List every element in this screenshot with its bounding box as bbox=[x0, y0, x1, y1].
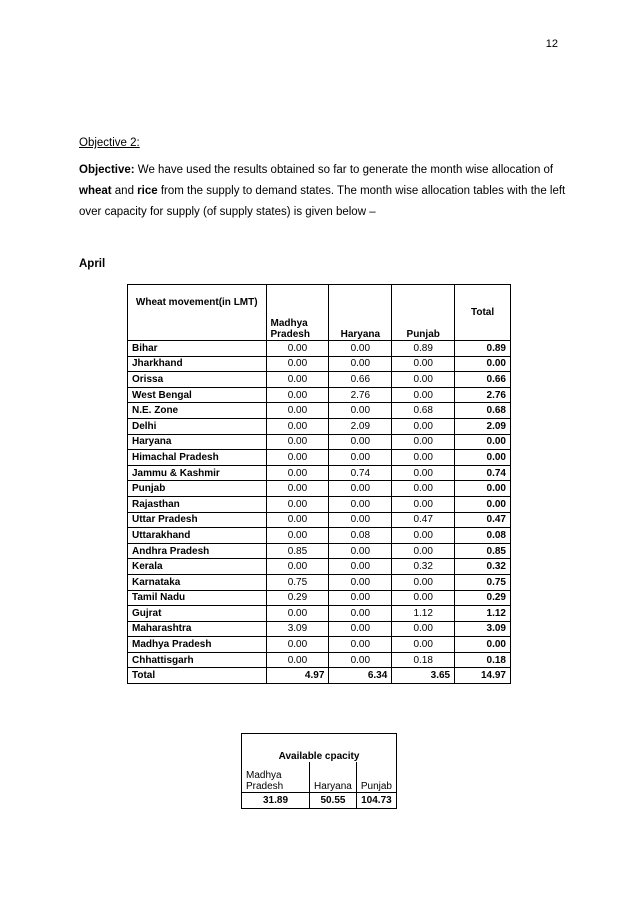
state-name: Punjab bbox=[128, 481, 267, 497]
available-columns-row bbox=[242, 762, 397, 793]
state-name: Delhi bbox=[128, 418, 267, 434]
punjab-value: 0.32 bbox=[392, 559, 455, 575]
haryana-value: 2.76 bbox=[329, 387, 392, 403]
haryana-value: 0.00 bbox=[329, 621, 392, 637]
col-header-madhya-pradesh: Madhya Pradesh bbox=[266, 285, 329, 341]
row-total-value: 0.00 bbox=[455, 637, 511, 653]
haryana-value: 0.00 bbox=[329, 606, 392, 622]
madhya-pradesh-value: 0.00 bbox=[266, 465, 329, 481]
punjab-value: 1.12 bbox=[392, 606, 455, 622]
table-title: Wheat movement(in LMT) bbox=[128, 285, 267, 341]
state-name: Chhattisgarh bbox=[128, 652, 267, 668]
state-name: Kerala bbox=[128, 559, 267, 575]
available-title: Available cpacity bbox=[242, 734, 397, 762]
haryana-value: 0.00 bbox=[329, 450, 392, 466]
rice-word: rice bbox=[137, 185, 158, 197]
row-total-value: 0.68 bbox=[455, 403, 511, 419]
table-row bbox=[128, 465, 511, 481]
madhya-pradesh-value: 0.00 bbox=[266, 434, 329, 450]
available-header-row bbox=[242, 734, 397, 762]
haryana-value: 2.09 bbox=[329, 418, 392, 434]
haryana-value: 0.00 bbox=[329, 341, 392, 357]
row-total-value: 0.29 bbox=[455, 590, 511, 606]
madhya-pradesh-value: 0.00 bbox=[266, 652, 329, 668]
col-header-punjab: Punjab bbox=[392, 285, 455, 341]
punjab-value: 0.00 bbox=[392, 481, 455, 497]
table-row bbox=[128, 637, 511, 653]
punjab-value: 0.00 bbox=[392, 372, 455, 388]
table-row bbox=[128, 528, 511, 544]
punjab-value: 0.89 bbox=[392, 341, 455, 357]
haryana-value: 0.00 bbox=[329, 559, 392, 575]
punjab-value: 0.00 bbox=[392, 434, 455, 450]
madhya-pradesh-value: 3.09 bbox=[266, 621, 329, 637]
haryana-value: 0.00 bbox=[329, 543, 392, 559]
madhya-pradesh-value: 0.00 bbox=[266, 496, 329, 512]
table-header-row bbox=[128, 285, 511, 341]
para-text-3: from the supply to demand states. The month wise allocation tables with the left over capacity for supply (of supply states) is given below – bbox=[79, 185, 566, 218]
punjab-value: 0.00 bbox=[392, 418, 455, 434]
available-value-madhya-pradesh: 31.89 bbox=[242, 793, 310, 809]
table-row bbox=[128, 559, 511, 575]
state-name: Maharashtra bbox=[128, 621, 267, 637]
punjab-value: 0.18 bbox=[392, 652, 455, 668]
table-row bbox=[128, 387, 511, 403]
madhya-pradesh-value: 0.75 bbox=[266, 574, 329, 590]
punjab-value: 0.00 bbox=[392, 465, 455, 481]
table-row bbox=[128, 543, 511, 559]
haryana-value: 0.00 bbox=[329, 637, 392, 653]
punjab-value: 0.00 bbox=[392, 528, 455, 544]
row-total-value: 0.32 bbox=[455, 559, 511, 575]
table-row bbox=[128, 372, 511, 388]
row-total-value: 0.75 bbox=[455, 574, 511, 590]
available-col-punjab: Punjab bbox=[356, 762, 396, 793]
haryana-value: 0.00 bbox=[329, 590, 392, 606]
table-row bbox=[128, 418, 511, 434]
table-row bbox=[128, 606, 511, 622]
row-total-value: 2.09 bbox=[455, 418, 511, 434]
haryana-value: 0.00 bbox=[329, 652, 392, 668]
table-row bbox=[128, 574, 511, 590]
row-total-value: 0.00 bbox=[455, 450, 511, 466]
haryana-value: 0.00 bbox=[329, 496, 392, 512]
row-total-value: 0.47 bbox=[455, 512, 511, 528]
haryana-value: 0.74 bbox=[329, 465, 392, 481]
table-row bbox=[128, 481, 511, 497]
row-total-value: 0.08 bbox=[455, 528, 511, 544]
table-row bbox=[128, 512, 511, 528]
total-madhya-pradesh: 4.97 bbox=[266, 668, 329, 684]
madhya-pradesh-value: 0.00 bbox=[266, 481, 329, 497]
available-col-haryana: Haryana bbox=[310, 762, 357, 793]
haryana-value: 0.08 bbox=[329, 528, 392, 544]
punjab-value: 0.00 bbox=[392, 496, 455, 512]
punjab-value: 0.00 bbox=[392, 590, 455, 606]
grand-total: 14.97 bbox=[455, 668, 511, 684]
table-row bbox=[128, 434, 511, 450]
madhya-pradesh-value: 0.00 bbox=[266, 372, 329, 388]
para-text-1: We have used the results obtained so far to generate the month wise allocation of bbox=[134, 164, 554, 176]
row-total-value: 0.74 bbox=[455, 465, 511, 481]
wheat-movement-table bbox=[127, 284, 511, 684]
haryana-value: 0.00 bbox=[329, 356, 392, 372]
row-total-value: 0.89 bbox=[455, 341, 511, 357]
objective-paragraph bbox=[79, 160, 569, 223]
row-total-value: 0.00 bbox=[455, 356, 511, 372]
haryana-value: 0.00 bbox=[329, 481, 392, 497]
available-value-punjab: 104.73 bbox=[356, 793, 396, 809]
col-header-total: Total bbox=[455, 285, 511, 341]
state-name: Jharkhand bbox=[128, 356, 267, 372]
punjab-value: 0.68 bbox=[392, 403, 455, 419]
state-name: Himachal Pradesh bbox=[128, 450, 267, 466]
madhya-pradesh-value: 0.85 bbox=[266, 543, 329, 559]
haryana-value: 0.00 bbox=[329, 403, 392, 419]
total-haryana: 6.34 bbox=[329, 668, 392, 684]
state-name: Madhya Pradesh bbox=[128, 637, 267, 653]
available-value-haryana: 50.55 bbox=[310, 793, 357, 809]
row-total-value: 0.00 bbox=[455, 496, 511, 512]
col-header-haryana: Haryana bbox=[329, 285, 392, 341]
month-heading: April bbox=[79, 258, 106, 270]
madhya-pradesh-value: 0.00 bbox=[266, 450, 329, 466]
table-row bbox=[128, 590, 511, 606]
table-row bbox=[128, 341, 511, 357]
punjab-value: 0.00 bbox=[392, 621, 455, 637]
state-name: Karnataka bbox=[128, 574, 267, 590]
madhya-pradesh-value: 0.00 bbox=[266, 637, 329, 653]
madhya-pradesh-value: 0.00 bbox=[266, 403, 329, 419]
totals-row bbox=[128, 668, 511, 684]
available-capacity-table bbox=[241, 733, 397, 809]
state-name: Rajasthan bbox=[128, 496, 267, 512]
punjab-value: 0.00 bbox=[392, 543, 455, 559]
state-name: Uttar Pradesh bbox=[128, 512, 267, 528]
totals-label: Total bbox=[128, 668, 267, 684]
punjab-value: 0.00 bbox=[392, 574, 455, 590]
state-name: Andhra Pradesh bbox=[128, 543, 267, 559]
punjab-value: 0.47 bbox=[392, 512, 455, 528]
row-total-value: 0.18 bbox=[455, 652, 511, 668]
row-total-value: 0.66 bbox=[455, 372, 511, 388]
total-punjab: 3.65 bbox=[392, 668, 455, 684]
table-row bbox=[128, 621, 511, 637]
madhya-pradesh-value: 0.00 bbox=[266, 356, 329, 372]
table-row bbox=[128, 403, 511, 419]
madhya-pradesh-value: 0.00 bbox=[266, 606, 329, 622]
state-name: Jammu & Kashmir bbox=[128, 465, 267, 481]
wheat-word: wheat bbox=[79, 185, 112, 197]
haryana-value: 0.00 bbox=[329, 434, 392, 450]
state-name: Haryana bbox=[128, 434, 267, 450]
row-total-value: 0.00 bbox=[455, 481, 511, 497]
state-name: N.E. Zone bbox=[128, 403, 267, 419]
madhya-pradesh-value: 0.00 bbox=[266, 559, 329, 575]
madhya-pradesh-value: 0.00 bbox=[266, 418, 329, 434]
row-total-value: 1.12 bbox=[455, 606, 511, 622]
punjab-value: 0.00 bbox=[392, 450, 455, 466]
state-name: Uttarakhand bbox=[128, 528, 267, 544]
table-row bbox=[128, 450, 511, 466]
state-name: Tamil Nadu bbox=[128, 590, 267, 606]
table-row bbox=[128, 496, 511, 512]
state-name: Bihar bbox=[128, 341, 267, 357]
punjab-value: 0.00 bbox=[392, 637, 455, 653]
punjab-value: 0.00 bbox=[392, 387, 455, 403]
state-name: Gujrat bbox=[128, 606, 267, 622]
objective-label: Objective: bbox=[79, 164, 135, 176]
haryana-value: 0.00 bbox=[329, 574, 392, 590]
row-total-value: 0.85 bbox=[455, 543, 511, 559]
state-name: Orissa bbox=[128, 372, 267, 388]
para-text-2: and bbox=[111, 185, 138, 197]
madhya-pradesh-value: 0.00 bbox=[266, 387, 329, 403]
objective-heading: Objective 2: bbox=[79, 137, 140, 149]
madhya-pradesh-value: 0.00 bbox=[266, 341, 329, 357]
table-row bbox=[128, 356, 511, 372]
madhya-pradesh-value: 0.00 bbox=[266, 528, 329, 544]
table-row bbox=[128, 652, 511, 668]
haryana-value: 0.66 bbox=[329, 372, 392, 388]
row-total-value: 3.09 bbox=[455, 621, 511, 637]
punjab-value: 0.00 bbox=[392, 356, 455, 372]
madhya-pradesh-value: 0.29 bbox=[266, 590, 329, 606]
available-values-row bbox=[242, 793, 397, 809]
madhya-pradesh-value: 0.00 bbox=[266, 512, 329, 528]
row-total-value: 2.76 bbox=[455, 387, 511, 403]
haryana-value: 0.00 bbox=[329, 512, 392, 528]
available-col-madhya-pradesh: Madhya Pradesh bbox=[242, 762, 310, 793]
page-number: 12 bbox=[545, 38, 558, 50]
state-name: West Bengal bbox=[128, 387, 267, 403]
row-total-value: 0.00 bbox=[455, 434, 511, 450]
